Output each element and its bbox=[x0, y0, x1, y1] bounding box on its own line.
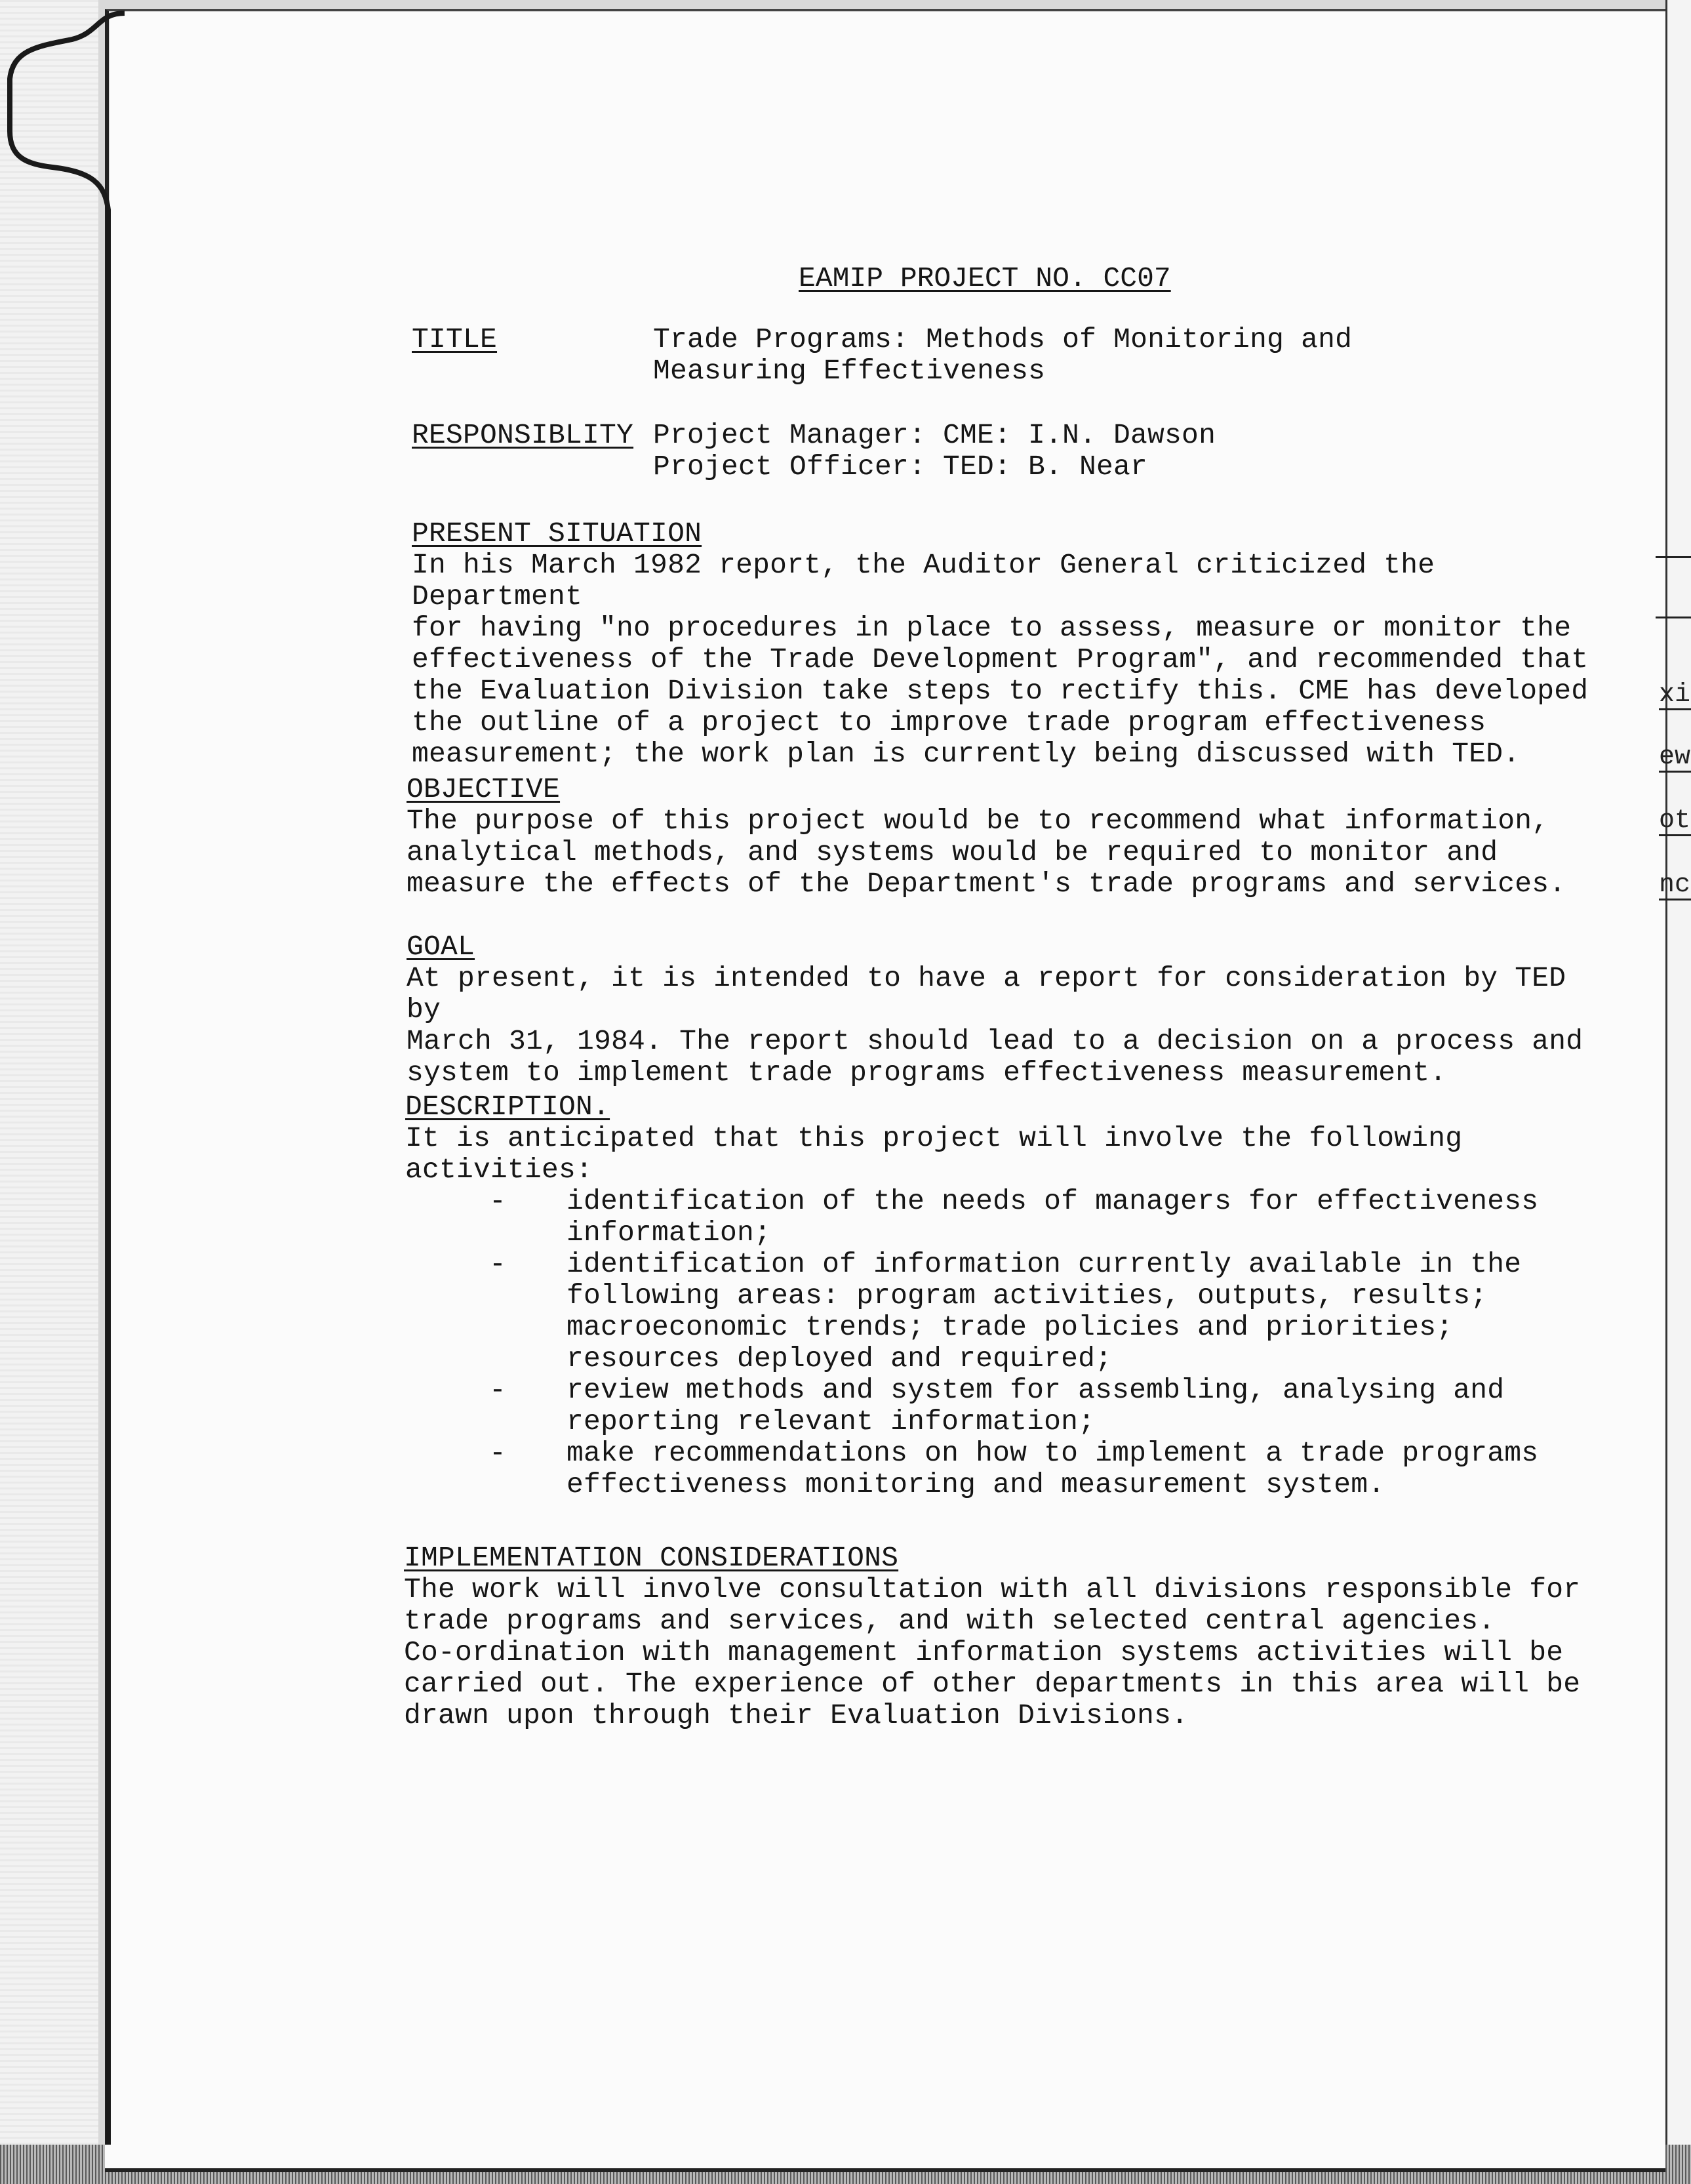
responsibility-role: Project Manager: bbox=[653, 419, 926, 451]
implementation-text: The work will involve consultation with all divisions responsible for trade programs and services, and with selected central agencies. Co-ordination with management information systems activities will be carried out. The experience of other departments in this area will be drawn upon through their Evaluation Divisions. bbox=[404, 1573, 1581, 1731]
adjacent-page-rule bbox=[1656, 556, 1691, 558]
title-value: Trade Programs: Methods of Monitoring and Measuring Effectiveness bbox=[653, 323, 1353, 387]
adjacent-page-rule bbox=[1656, 617, 1691, 618]
goal-heading: GOAL bbox=[407, 931, 475, 963]
list-item-text: make recommendations on how to implement a trade programs effectiveness monitoring and measurement system. bbox=[567, 1437, 1539, 1501]
objective-section bbox=[407, 774, 1587, 900]
list-item bbox=[405, 1375, 1585, 1438]
bullet-marker: - bbox=[489, 1248, 507, 1280]
goal-text: At present, it is intended to have a report for consideration by TED by March 31, 1984. The report should lead to a decision on a process and system to implement trade programs effectiveness measurement. bbox=[407, 962, 1583, 1089]
description-activity-list bbox=[405, 1186, 1585, 1501]
bullet-marker: - bbox=[489, 1437, 507, 1469]
responsibility-label: RESPONSIBLITY bbox=[412, 419, 634, 451]
list-item-text: review methods and system for assembling, analysing and reporting relevant information; bbox=[567, 1374, 1505, 1438]
description-intro: It is anticipated that this project will involve the following activities: bbox=[405, 1122, 1463, 1186]
list-item-text: identification of the needs of managers for effectiveness information; bbox=[567, 1185, 1539, 1249]
description-section bbox=[405, 1091, 1585, 1501]
description-heading: DESCRIPTION. bbox=[405, 1091, 610, 1123]
adjacent-page-fragment: nc bbox=[1659, 872, 1691, 900]
list-item-text: identification of information currently available in the following areas: program activities, outputs, results; macroeconomic trends; trade policies and priorities; resources deployed and required; bbox=[567, 1248, 1522, 1375]
adjacent-page-fragment: xi bbox=[1659, 682, 1691, 710]
responsibility-person: TED: B. Near bbox=[943, 451, 1148, 483]
responsibility-person: CME: I.N. Dawson bbox=[943, 419, 1216, 451]
list-item bbox=[405, 1249, 1585, 1375]
adjacent-page-fragment: ot bbox=[1659, 808, 1691, 836]
adjacent-page-edge bbox=[1665, 0, 1691, 2184]
list-item bbox=[405, 1186, 1585, 1249]
goal-section bbox=[407, 931, 1587, 1089]
present-situation-section bbox=[412, 518, 1592, 770]
page-bottom-edge bbox=[105, 2145, 1665, 2172]
list-item bbox=[405, 1438, 1585, 1501]
responsibility-role: Project Officer: bbox=[653, 451, 926, 483]
bullet-marker: - bbox=[489, 1374, 507, 1406]
objective-text: The purpose of this project would be to recommend what information, analytical methods, and systems would be required to monitor and measure the effects of the Department's trade programs and services. bbox=[407, 805, 1566, 900]
bullet-marker: - bbox=[489, 1185, 507, 1217]
project-number-heading: EAMIP PROJECT NO. CC07 bbox=[799, 262, 1171, 294]
implementation-heading: IMPLEMENTATION CONSIDERATIONS bbox=[404, 1542, 899, 1574]
divider-tab-edge bbox=[0, 0, 125, 2184]
adjacent-page-fragment: ew bbox=[1659, 744, 1691, 772]
present-situation-heading: PRESENT SITUATION bbox=[412, 517, 702, 550]
title-label: TITLE bbox=[412, 323, 498, 355]
objective-heading: OBJECTIVE bbox=[407, 773, 561, 805]
present-situation-text: In his March 1982 report, the Auditor General criticized the Department for having "no procedures in place to assess, measure or monitor the effectiveness of the Trade Development Program", and recommended that the Evaluation Division take steps to rectify this. CME has developed the outline of a project to improve trade program effectiveness measurement; the work plan is currently being discussed with TED. bbox=[412, 549, 1589, 770]
implementation-section bbox=[404, 1543, 1584, 1731]
